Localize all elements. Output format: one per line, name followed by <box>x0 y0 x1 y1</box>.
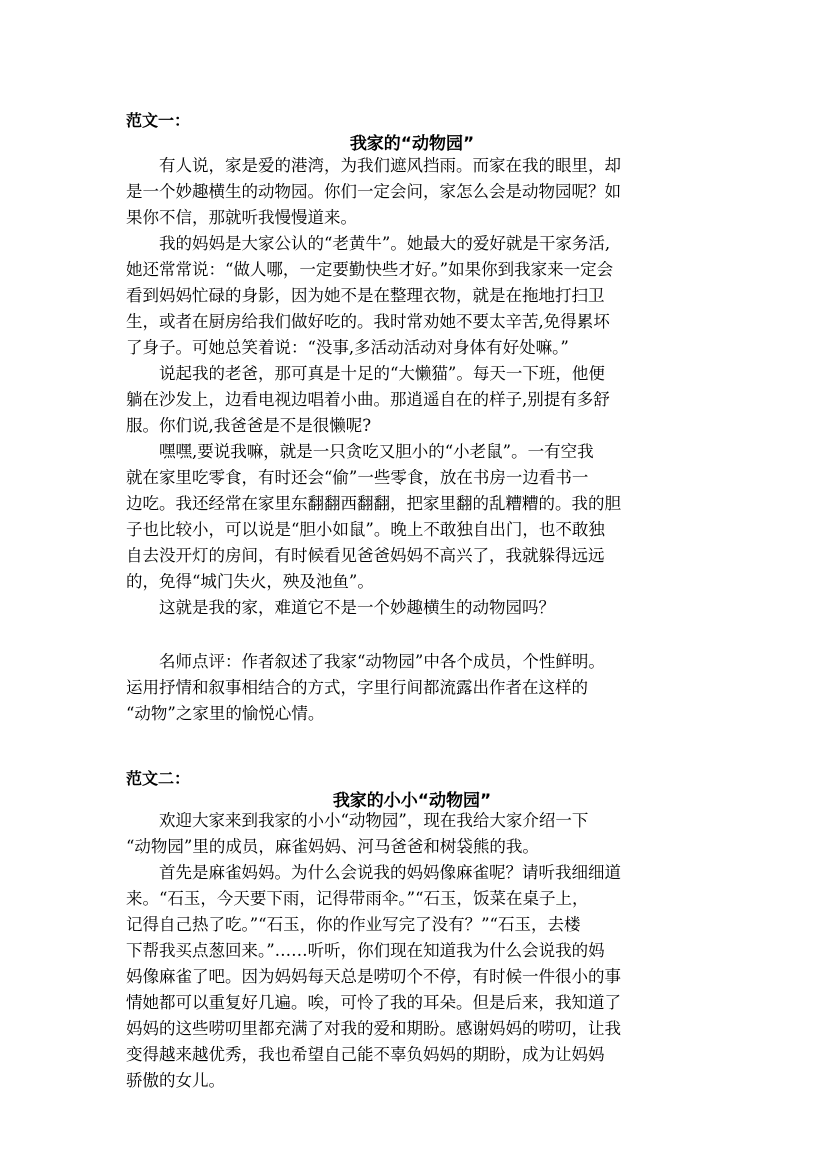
essay1-line: 子也比较小，可以说是“胆小如鼠”。晚上不敢独自出门，也不敢独 <box>126 520 605 539</box>
essay1-title: 我家的“动物园” <box>349 134 475 154</box>
essay2-label: 范文二： <box>126 769 191 788</box>
essay1-line: 的，免得“城门失火，殃及池鱼”。 <box>126 572 374 591</box>
essay1-line: 嘿嘿,要说我嘛，就是一只贪吃又胆小的“小老鼠”。一有空我 <box>126 442 594 461</box>
essay2-line: 来。“石玉，今天要下雨，记得带雨伞。”“石玉，饭菜在桌子上， <box>126 889 589 908</box>
essay1-line: 了身子。可她总笑着说：“没事,多活动活动对身体有好处嘛。” <box>126 338 569 357</box>
essay1-line: 有人说，家是爱的港湾，为我们遮风挡雨。而家在我的眼里，却 <box>126 156 621 175</box>
essay2-line: 妈像麻雀了吧。因为妈妈每天总是唠叨个不停，有时候一件很小的事 <box>126 967 621 986</box>
essay2-line: 首先是麻雀妈妈。为什么会说我的妈妈像麻雀呢？请听我细细道 <box>126 863 621 882</box>
essay2-line: 妈妈的这些唠叨里都充满了对我的爱和期盼。感谢妈妈的唠叨，让我 <box>126 1019 621 1038</box>
essay1-line: 躺在沙发上，边看电视边唱着小曲。那逍遥自在的样子,别提有多舒 <box>126 390 610 409</box>
essay2-line: “动物园”里的成员，麻雀妈妈、河马爸爸和树袋熊的我。 <box>126 837 539 856</box>
essay1-comment-line: 运用抒情和叙事相结合的方式，字里行间都流露出作者在这样的 <box>126 678 588 697</box>
essay1-line: 是一个妙趣横生的动物园。你们一定会问，家怎么会是动物园呢？如 <box>126 182 621 201</box>
essay2-title: 我家的小小“动物园” <box>332 791 492 811</box>
essay1-line: 就在家里吃零食，有时还会“偷”一些零食，放在书房一边看书一 <box>126 468 589 487</box>
essay2-line: 变得越来越优秀，我也希望自己能不辜负妈妈的期盼，成为让妈妈 <box>126 1045 605 1064</box>
essay2-line: 欢迎大家来到我家的小小“动物园”，现在我给大家介绍一下 <box>126 811 589 830</box>
essay1-line: 边吃。我还经常在家里东翻翻西翻翻，把家里翻的乱糟糟的。我的胆 <box>126 494 621 513</box>
essay2-line: 记得自己热了吃。”“石玉，你的作业写完了没有？”“石玉，去楼 <box>126 915 581 934</box>
essay1-line: 她还常常说：“做人哪，一定要勤快些才好。”如果你到我家来一定会 <box>126 260 614 279</box>
essay1-label: 范文一： <box>126 111 191 130</box>
essay1-line: 果你不信，那就听我慢慢道来。 <box>126 208 357 227</box>
essay2-line: 下帮我买点葱回来。”……听听，你们现在知道我为什么会说我的妈 <box>126 941 605 960</box>
essay1-comment-line: 名师点评：作者叙述了我家“动物园”中各个成员，个性鲜明。 <box>126 652 605 671</box>
essay1-line: 这就是我的家，难道它不是一个妙趣横生的动物园吗？ <box>126 598 555 617</box>
essay1-line: 我的妈妈是大家公认的“老黄牛”。她最大的爱好就是干家务活, <box>126 234 611 253</box>
essay1-line: 看到妈妈忙碌的身影，因为她不是在整理衣物，就是在拖地打扫卫 <box>126 286 605 305</box>
essay1-comment-line: “动物”之家里的愉悦心情。 <box>126 704 325 723</box>
essay1-line: 服。你们说,我爸爸是不是很懒呢? <box>126 416 372 435</box>
essay1-line: 说起我的老爸，那可真是十足的“大懒猫”。每天一下班，他便 <box>126 364 605 383</box>
essay1-line: 生，或者在厨房给我们做好吃的。我时常劝她不要太辛苦,免得累坏 <box>126 312 610 331</box>
essay1-line: 自去没开灯的房间，有时候看见爸爸妈妈不高兴了，我就躲得远远 <box>126 546 605 565</box>
essay2-line: 骄傲的女儿。 <box>126 1071 225 1090</box>
essay2-line: 情她都可以重复好几遍。唉，可怜了我的耳朵。但是后来，我知道了 <box>126 993 621 1012</box>
